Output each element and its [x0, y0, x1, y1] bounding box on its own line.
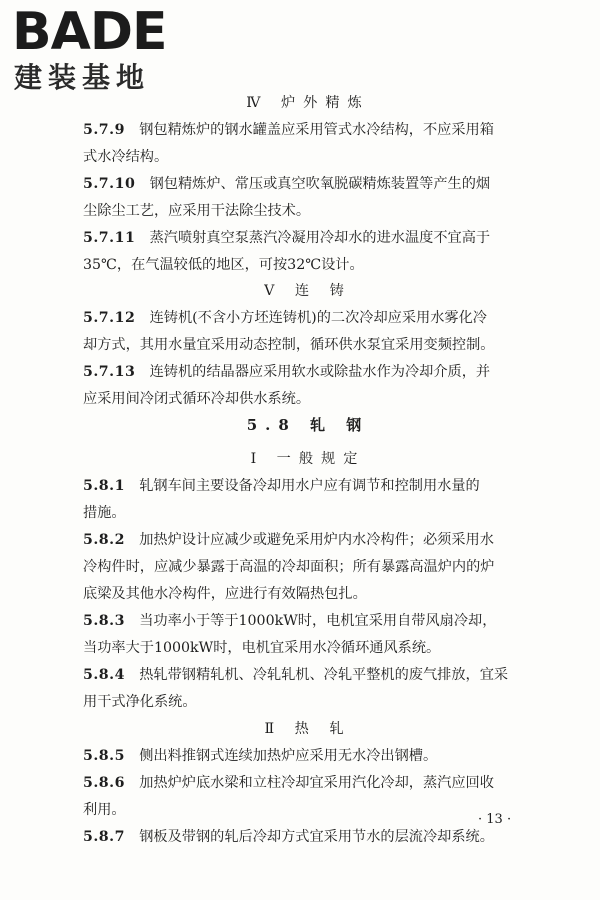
clause-text: 钢包精炼炉、常压或真空吹氧脱碳精炼装置等产生的烟	[149, 176, 491, 192]
continuation-line	[83, 637, 440, 659]
subsection-heading	[83, 92, 533, 114]
subsection-heading	[83, 280, 533, 302]
clause-number: 5.7.11	[83, 230, 136, 246]
clause-number: 5.8.4	[83, 667, 125, 683]
clause-line	[83, 826, 494, 848]
clause-text: 钢包精炼炉的钢水罐盖应采用管式水冷结构，不应采用箱	[139, 122, 494, 138]
clause-line	[83, 307, 487, 329]
clause-text: 措施。	[83, 505, 126, 521]
clause-number: 5.8.3	[83, 613, 125, 629]
clause-text: 蒸汽喷射真空泵蒸汽冷凝用冷却水的进水温度不宜高于	[149, 230, 491, 246]
clause-number: 5.7.12	[83, 310, 136, 326]
clause-line	[83, 745, 437, 767]
logo-tagline: 建装基地	[14, 61, 151, 94]
clause-line	[83, 664, 508, 686]
clause-line	[83, 173, 490, 195]
continuation-line	[83, 799, 126, 821]
clause-text: 侧出料推钢式连续加热炉应采用无水冷出钢槽。	[139, 748, 438, 764]
clause-text: 用干式净化系统。	[83, 694, 197, 710]
clause-text: 连铸机的结晶器应采用软水或除盐水作为冷却介质，并	[149, 364, 491, 380]
clause-text: 利用。	[83, 802, 126, 818]
subsection-heading	[83, 718, 533, 740]
clause-line	[83, 119, 494, 141]
clause-text: 式水冷结构。	[83, 149, 169, 165]
clause-number: 5.8.5	[83, 748, 125, 764]
heading-text: 5.8 轧 钢	[246, 416, 370, 434]
heading-text: Ⅴ 连 铸	[264, 283, 352, 299]
continuation-line	[83, 388, 310, 410]
continuation-line	[83, 334, 494, 356]
heading-text: Ⅳ 炉外精炼	[246, 95, 370, 111]
continuation-line	[83, 146, 168, 168]
continuation-line	[83, 200, 310, 222]
clause-text: 应采用间冷闭式循环冷却供水系统。	[83, 391, 311, 407]
clause-text: 35℃，在气温较低的地区，可按32℃设计。	[83, 257, 364, 273]
clause-number: 5.8.1	[83, 478, 125, 494]
heading-text: Ⅰ 一般规定	[250, 451, 366, 467]
clause-text: 加热炉炉底水梁和立柱冷却宜采用汽化冷却，蒸汽应回收	[139, 775, 494, 791]
heading-text: Ⅱ 热 轧	[264, 721, 352, 737]
clause-text: 底梁及其他水冷构件，应进行有效隔热包扎。	[83, 586, 367, 602]
clause-number: 5.8.2	[83, 532, 125, 548]
clause-line	[83, 529, 494, 551]
continuation-line	[83, 691, 197, 713]
clause-text: 尘除尘工艺，应采用干法除尘技术。	[83, 203, 311, 219]
clause-text: 连铸机(不含小方坯连铸机)的二次冷却应采用水雾化冷	[149, 310, 487, 326]
clause-text: 当功率大于1000kW时，电机宜采用水冷循环通风系统。	[83, 640, 441, 656]
clause-line	[83, 610, 496, 632]
page-number: · 13 ·	[478, 812, 512, 827]
clause-line	[83, 772, 494, 794]
clause-line	[83, 475, 480, 497]
clause-line	[83, 227, 490, 249]
clause-number: 5.8.7	[83, 829, 125, 845]
clause-text: 加热炉设计应减少或避免采用炉内水冷构件；必须采用水	[139, 532, 494, 548]
clause-text: 冷构件时，应减少暴露于高温的冷却面积；所有暴露高温炉内的炉	[83, 559, 495, 575]
clause-number: 5.7.10	[83, 176, 136, 192]
continuation-line	[83, 254, 364, 276]
continuation-line	[83, 556, 494, 578]
continuation-line	[83, 502, 126, 524]
continuation-line	[83, 583, 367, 605]
clause-number: 5.7.9	[83, 122, 125, 138]
section-title	[83, 414, 533, 436]
clause-text: 当功率小于等于1000kW时，电机宜采用自带风扇冷却，	[139, 613, 497, 629]
bade-logo	[12, 4, 182, 96]
clause-text: 轧钢车间主要设备冷却用水户应有调节和控制用水量的	[139, 478, 480, 494]
clause-text: 却方式，其用水量宜采用动态控制，循环供水泵宜采用变频控制。	[83, 337, 495, 353]
logo-wordmark: BADE	[12, 2, 167, 62]
subsection-heading	[83, 448, 533, 470]
clause-line	[83, 361, 490, 383]
clause-number: 5.8.6	[83, 775, 125, 791]
clause-text: 热轧带钢精轧机、冷轧轧机、冷轧平整机的废气排放，宜采	[139, 667, 509, 683]
clause-number: 5.7.13	[83, 364, 136, 380]
clause-text: 钢板及带钢的轧后冷却方式宜采用节水的层流冷却系统。	[139, 829, 494, 845]
